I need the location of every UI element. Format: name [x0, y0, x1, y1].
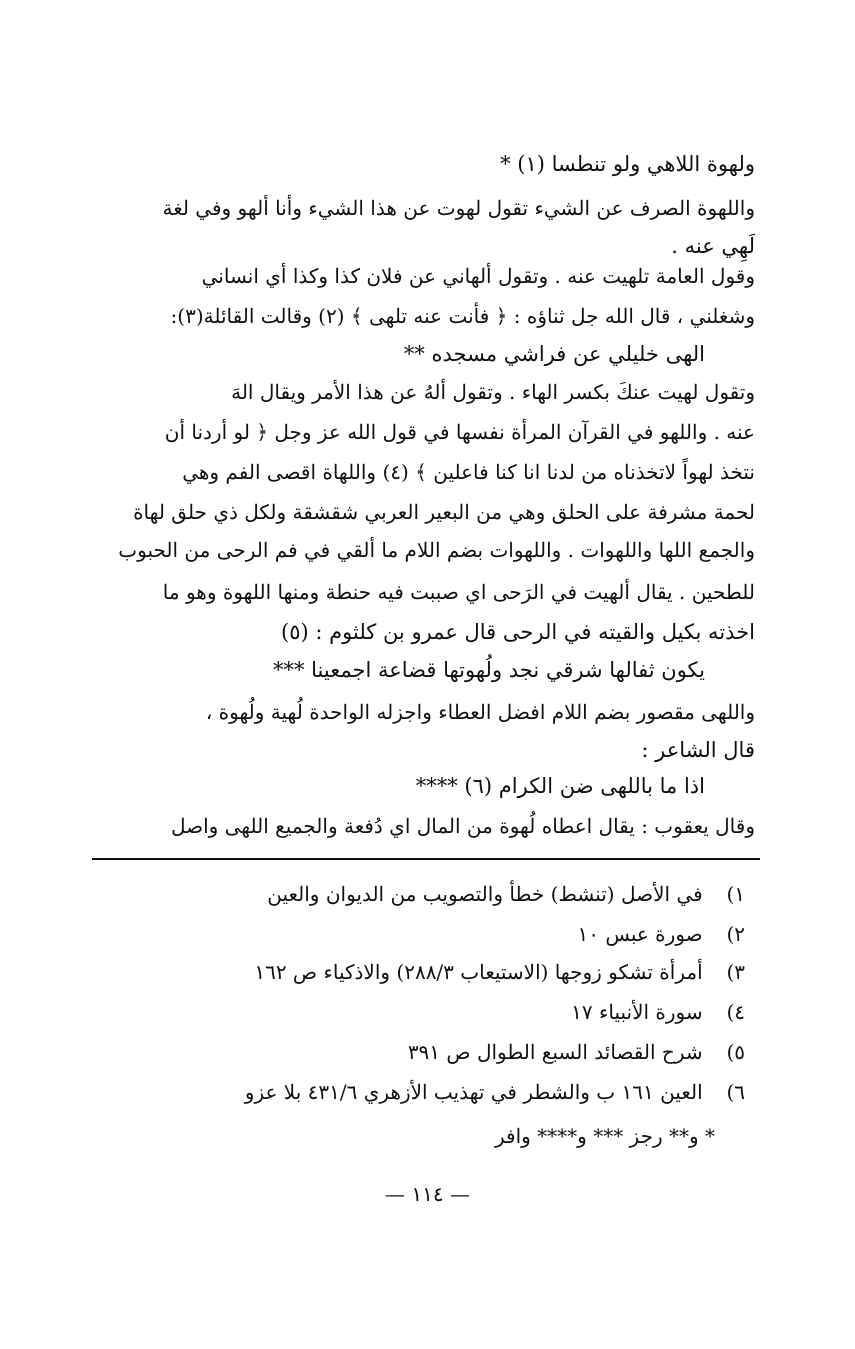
body-line-15: وقال يعقوب : يقال اعطاه لُهوة من المال اي دُفعة والجميع اللهى واصل [170, 814, 755, 838]
body-line-8: نتخذ لهواً لاتخذناه من لدنا انا كنا فاعلين ﴾ (٤) واللهاة اقصى الفم وهي [182, 460, 755, 484]
footnote-4 [571, 998, 745, 1026]
footnote-number: ٥) [726, 1040, 745, 1064]
footnote-separator [92, 858, 760, 860]
footnote-5 [408, 1038, 745, 1066]
footnote-3 [254, 958, 745, 986]
footnote-text: صورة عبس ١٠ [577, 922, 703, 946]
footnote-text: شرح القصائد السبع الطوال ص ٣٩١ [407, 1040, 703, 1064]
page-number: — ١١٤ — [385, 1182, 470, 1206]
footnote-6 [245, 1078, 745, 1106]
footnote-1 [267, 880, 745, 908]
verse-line-1: الهى خليلي عن فراشي مسجده ** [403, 342, 705, 366]
footnote-number: ٤) [726, 1000, 745, 1024]
verse-line-3: اذا ما باللهى ضن الكرام (٦) **** [415, 774, 705, 798]
body-line-4: وقول العامة تلهيت عنه . وتقول ألهاني عن فلان كذا وكذا أي انساني [201, 264, 755, 288]
footnote-text: سورة الأنبياء ١٧ [571, 1000, 703, 1024]
body-line-2: واللهوة الصرف عن الشيء تقول لهوت عن هذا الشيء وأنا ألهو وفي لغة [162, 196, 755, 220]
footnote-number: ٢) [726, 922, 745, 946]
footnote-text: العين ١٦١ ب والشطر في تهذيب الأزهري ٤٣١/٦ بلا عزو [244, 1080, 703, 1104]
footnote-number: ١) [726, 882, 745, 906]
meter-note: * و** رجز *** و**** وافر [495, 1124, 715, 1148]
body-line-12: اخذته بكيل والقيته في الرحى قال عمرو بن كلثوم : (٥) [281, 620, 755, 644]
footnote-number: ٦) [726, 1080, 745, 1104]
body-line-13: واللهى مقصور بضم اللام افضل العطاء واجزله الواحدة لُهية ولُهوة ، [205, 700, 755, 724]
body-line-11: للطحين . يقال ألهيت في الرَحى اي صببت فيه حنطة ومنها اللهوة وهو ما [162, 580, 755, 604]
body-line-6: وتقول لهيت عنكَ بكسر الهاء . وتقول ألهُ عن هذا الأمر ويقال الهَ [231, 380, 755, 404]
verse-line-2: يكون ثفالها شرقي نجد ولُهوتها قضاعة اجمعينا *** [272, 658, 705, 682]
footnote-2 [578, 920, 745, 948]
body-line-3: لَهِي عنه . [671, 234, 755, 258]
body-line-14: قال الشاعر : [641, 738, 755, 762]
footnote-number: ٣) [726, 960, 745, 984]
body-line-9: لحمة مشرفة على الحلق وهي من البعير العربي شقشقة ولكل ذي حلق لهاة [133, 500, 755, 524]
body-line-7: عنه . واللهو في القرآن المرأة نفسها في قول الله عز وجل ﴿ لو أردنا أن [164, 420, 755, 444]
footnote-text: أمرأة تشكو زوجها (الاستيعاب ٢٨٨/٣) والاذكياء ص ١٦٢ [254, 960, 703, 984]
body-line-10: والجمع اللها واللهوات . واللهوات بضم اللام ما ألقي في فم الرحى من الحبوب [118, 538, 755, 562]
body-line-1: ولهوة اللاهي ولو تنطسا (١) * [500, 152, 755, 176]
footnote-text: في الأصل (تنشط) خطأ والتصويب من الديوان والعين [267, 882, 703, 906]
body-line-5: وشغلني ، قال الله جل ثناؤه : ﴿ فأنت عنه تلهى ﴾ (٢) وقالت القائلة(٣): [170, 304, 755, 328]
